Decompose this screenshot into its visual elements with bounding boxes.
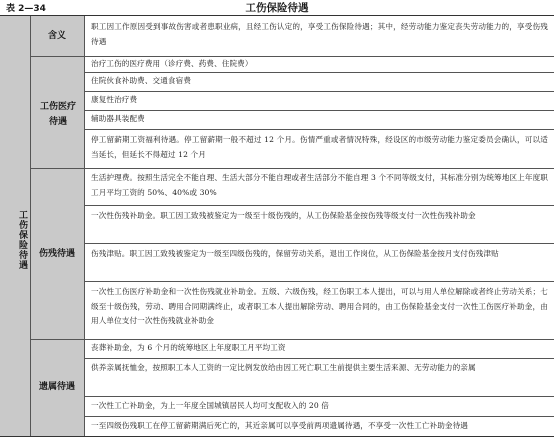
- left-col-divider: [30, 16, 31, 436]
- row-disability-2: 一次性伤残补助金。职工因工致残被鉴定为一级至十级伤残的，从工伤保险基金按伤残等级支付一次性伤残补助金: [91, 211, 476, 220]
- row-divider: [84, 243, 554, 244]
- row-divider: [84, 205, 554, 206]
- group-label-medical: 工伤医疗待遇: [40, 102, 77, 127]
- label-col-divider: [84, 16, 85, 436]
- group-label-meaning: 含义: [47, 31, 66, 41]
- group-divider-2: [30, 168, 554, 169]
- group-label-disability: 伤残待遇: [38, 249, 75, 259]
- row-medical-3: 康复性治疗费: [91, 95, 138, 104]
- row-survivor-1: 丧葬补助金，为 6 个月的统筹地区上年度职工月平均工资: [91, 343, 286, 352]
- row-medical-4: 辅助器具装配费: [91, 114, 145, 123]
- row-divider: [84, 396, 554, 397]
- row-survivor-4: 一至四级伤残职工在停工留薪期满后死亡的，其近亲属可以享受前两项遗属待遇，不享受一次性工亡补助金待遇: [91, 421, 468, 430]
- row-divider: [84, 91, 554, 92]
- left-section-label: 工伤保险待遇: [17, 210, 27, 270]
- group-label-survivor: 遗属待遇: [38, 382, 75, 392]
- row-disability-4: 一次性工伤医疗补助金和一次性伤残就业补助金。五级、六级伤残，经工伤职工本人提出，可以与用人单位解除或者终止劳动关系；七级至十级伤残，劳动、聘用合同期满终止，或者职工本人提出解除劳动、聘用合同的，由工伤保险基金支付一次性工伤医疗补助金，由用人单位支付一次性伤残就业补助金: [91, 287, 548, 325]
- row-medical-2: 住院伙食补助费、交通食宿费: [91, 76, 192, 85]
- row-divider: [84, 416, 554, 417]
- table-title: 工伤保险待遇: [245, 2, 309, 14]
- row-disability-3: 伤残津贴。职工因工致残被鉴定为一级至四级伤残的，保留劳动关系，退出工作岗位，从工伤保险基金按月支付伤残津贴: [91, 249, 499, 258]
- group-divider-3: [30, 339, 554, 340]
- row-divider: [84, 281, 554, 282]
- row-divider: [84, 358, 554, 359]
- row-survivor-3: 一次性工亡补助金，为上一年度全国城镇居民人均可支配收入的 20 倍: [91, 401, 330, 410]
- row-survivor-2: 供养亲属抚恤金，按照职工本人工资的一定比例发放给由因工死亡职工生前提供主要生活来源、无劳动能力的亲属: [91, 363, 476, 372]
- row-divider: [84, 110, 554, 111]
- row-divider: [84, 129, 554, 130]
- row-medical-5: 停工留薪期工资福利待遇。停工留薪期一般不超过 12 个月。伤情严重或者情况特殊，经设区的市级劳动能力鉴定委员会确认，可以适当延长，但延长不得超过 12 个月: [91, 135, 548, 159]
- row-medical-1: 治疗工伤的医疗费用（诊疗费、药费、住院费）: [91, 59, 253, 68]
- table-caption: [0, 0, 554, 14]
- row-meaning: 职工因工作原因受到事故伤害或者患职业病，且经工伤认定的，享受工伤保险待遇；其中，经劳动能力鉴定丧失劳动能力的，享受伤残待遇: [91, 22, 548, 46]
- bottom-rule: [0, 436, 554, 437]
- row-disability-1: 生活护理费。按照生活完全不能自理、生活大部分不能自理或者生活部分不能自理 3 个不同等级支付，其标准分别为统筹地区上年度职工月平均工资的 50%、40%或 30%: [91, 173, 548, 197]
- row-divider: [84, 72, 554, 73]
- table-number: 表 2—34: [6, 4, 46, 14]
